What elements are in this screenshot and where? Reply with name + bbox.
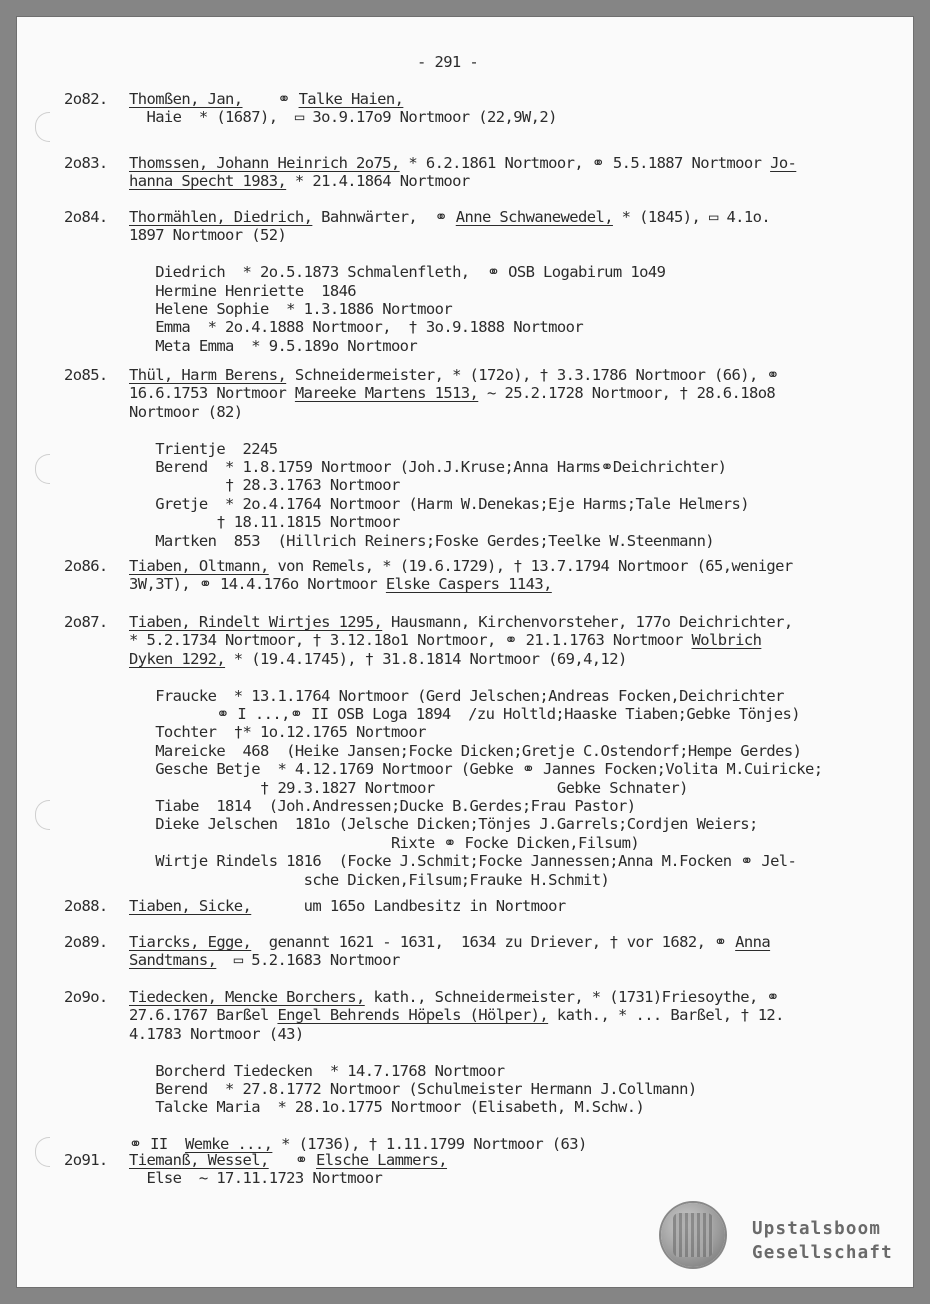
entry-line — [129, 108, 557, 126]
underlined-name: Thül, Harm Berens, — [129, 366, 287, 384]
entry-line — [129, 337, 417, 355]
entry-line — [129, 687, 784, 705]
punch-hole — [35, 454, 50, 484]
underlined-name: Dyken 1292, — [129, 649, 226, 668]
underlined-name: Anna — [735, 933, 771, 951]
entry-line — [129, 779, 688, 797]
entry-text: Helene Sophie * 1.3.1886 Nortmoor — [129, 300, 453, 318]
underlined-name: Jo- — [770, 154, 797, 172]
society-watermark — [752, 1217, 893, 1265]
entry-number: 2o85. — [64, 366, 108, 384]
underlined-name: Elske Caspers 1143, — [385, 575, 552, 594]
entry-number: 2o82. — [64, 90, 108, 108]
entry-text: Gesche Betje * 4.12.1769 Nortmoor (Gebke ⚭ Jannes Focken;Volita M.Cuiricke; — [129, 760, 823, 779]
entry-text: Rixte ⚭ Focke Dicken,Filsum) — [129, 833, 640, 852]
entry-text: 1897 Nortmoor (52) — [129, 226, 287, 245]
entry-line — [129, 1080, 697, 1098]
entry-text: Emma * 2o.4.1888 Nortmoor, † 3o.9.1888 Nortmoor — [129, 318, 584, 337]
entry-text: Fraucke * 13.1.1764 Nortmoor (Gerd Jelschen;Andreas Focken,Deichrichter — [129, 686, 784, 705]
entry-text: † 28.3.1763 Nortmoor — [129, 476, 400, 495]
entry-text: 27.6.1767 Barßel — [129, 1006, 278, 1025]
document-page — [17, 17, 913, 1287]
entry-line — [129, 366, 779, 384]
entry-line — [129, 705, 800, 723]
entry-number: 2o88. — [64, 897, 108, 915]
underlined-name: Talke Haien, — [298, 90, 404, 108]
entry-line — [129, 1151, 447, 1169]
entry-text: Berend * 1.8.1759 Nortmoor (Joh.J.Kruse;Anna Harms⚭Deichrichter) — [129, 458, 727, 476]
entry-line — [129, 384, 775, 402]
entry-line — [129, 1169, 382, 1187]
entry-line — [129, 760, 822, 778]
entry-line — [129, 834, 639, 852]
entry-text: * 6.2.1861 Nortmoor, ⚭ 5.5.1887 Nortmoor — [399, 154, 771, 172]
page-number: - 291 - — [417, 53, 479, 71]
entry-line — [129, 1025, 304, 1043]
entry-text: Martken 853 (Hillrich Reiners;Foske Gerdes;Teelke W.Steenmann) — [129, 531, 715, 550]
entry-text: Diedrich * 2o.5.1873 Schmalenfleth, ⚭ OSB Logabirum 1o49 — [129, 263, 666, 282]
entry-text: * 21.4.1864 Nortmoor — [286, 172, 470, 191]
underlined-name: Wolbrich — [691, 631, 762, 650]
entry-line — [129, 897, 566, 915]
entry-text: Meta Emma * 9.5.189o Nortmoor — [129, 336, 418, 355]
underlined-name: Tiaben, Oltmann, — [129, 557, 269, 575]
entry-text: Hausmann, Kirchenvorsteher, 177o Deichrichter, — [382, 613, 793, 631]
underlined-name: Tiarcks, Egge, — [129, 933, 252, 951]
entry-text: Borcherd Tiedecken * 14.7.1768 Nortmoor — [129, 1061, 505, 1080]
entry-line — [129, 318, 583, 336]
entry-text: Wirtje Rindels 1816 (Focke J.Schmit;Focke Jannessen;Anna M.Focken ⚭ Jel- — [129, 852, 797, 871]
underlined-name: Thomssen, Johann Heinrich 2o75, — [129, 154, 400, 172]
entry-number: 2o9o. — [64, 988, 108, 1006]
entry-line — [129, 226, 286, 244]
underlined-name: Thomßen, Jan, — [129, 90, 243, 108]
entry-line — [129, 723, 426, 741]
entry-line — [129, 263, 665, 281]
underlined-name: Tiaben, Sicke, — [129, 897, 252, 915]
entry-line — [129, 282, 356, 300]
entry-text: ~ 25.2.1728 Nortmoor, † 28.6.18o8 — [478, 384, 776, 403]
entry-text: * (1736), † 1.11.1799 Nortmoor (63) — [272, 1135, 587, 1154]
entry-text: * 5.2.1734 Nortmoor, † 3.12.18o1 Nortmoor, ⚭ 21.1.1763 Nortmoor — [129, 631, 692, 650]
watermark-line-1: Upstalsboom — [752, 1219, 882, 1239]
underlined-name: Engel Behrends Höpels (Hölper), — [277, 1006, 549, 1025]
entry-text: um 165o Landbesitz in Nortmoor — [251, 897, 566, 915]
entry-text: sche Dicken,Filsum;Frauke H.Schmit) — [129, 870, 610, 889]
entry-line — [129, 90, 403, 108]
entry-text: Else ~ 17.11.1723 Nortmoor — [129, 1169, 383, 1188]
entry-line — [129, 557, 793, 575]
entry-text: Haie * (1687), ▭ 3o.9.17o9 Nortmoor (22,9W,2) — [129, 108, 557, 127]
entry-line — [129, 1006, 784, 1024]
entry-text: ⚭ — [242, 90, 299, 108]
entry-text: † 29.3.1827 Nortmoor Gebke Schnater) — [129, 778, 688, 797]
entry-text: Tiabe 1814 (Joh.Andressen;Ducke B.Gerdes;Frau Pastor) — [129, 797, 636, 815]
entry-line — [129, 208, 770, 226]
punch-hole — [35, 800, 50, 830]
underlined-name: Elsche Lammers, — [316, 1151, 448, 1169]
entry-line — [129, 1062, 504, 1080]
entry-text: Dieke Jelschen 181o (Jelsche Dicken;Tönjes J.Garrels;Cordjen Weiers; — [129, 815, 758, 834]
entry-text: Nortmoor (82) — [129, 402, 243, 421]
punch-hole — [35, 112, 50, 142]
entry-text: 3W,3T), ⚭ 14.4.176o Nortmoor — [129, 575, 386, 594]
entry-text: 16.6.1753 Nortmoor — [129, 384, 295, 403]
entry-line — [129, 933, 770, 951]
entry-line — [129, 1098, 644, 1116]
underlined-name: Anne Schwanewedel, — [455, 208, 613, 226]
entry-text: Tochter †* 1o.12.1765 Nortmoor — [129, 723, 426, 742]
punch-hole — [35, 1137, 50, 1167]
entry-text: ⚭ — [268, 1151, 317, 1169]
entry-line — [129, 172, 470, 190]
entry-line — [129, 458, 726, 476]
entry-line — [129, 951, 400, 969]
entry-number: 2o89. — [64, 933, 108, 951]
entry-line — [129, 742, 801, 760]
entry-line — [129, 513, 400, 531]
entry-line — [129, 154, 796, 172]
underlined-name: Tiemanß, Wessel, — [129, 1151, 269, 1169]
entry-number: 2o83. — [64, 154, 108, 172]
underlined-name: Thormählen, Diedrich, — [129, 208, 313, 226]
entry-text: von Remels, * (19.6.1729), † 13.7.1794 Nortmoor (65,weniger — [268, 557, 793, 575]
entry-text: kath., * ... Barßel, † 12. — [548, 1006, 784, 1025]
entry-number: 2o84. — [64, 208, 108, 226]
entry-line — [129, 476, 400, 494]
entry-text: Hermine Henriette 1846 — [129, 281, 357, 300]
entry-text: * (19.4.1745), † 31.8.1814 Nortmoor (69,4,12) — [225, 649, 627, 668]
entry-line — [129, 575, 552, 593]
entry-text: 4.1783 Nortmoor (43) — [129, 1024, 304, 1043]
entry-text: Bahnwärter, ⚭ — [312, 208, 456, 226]
entry-number: 2o91. — [64, 1151, 108, 1169]
entry-text: kath., Schneidermeister, * (1731)Friesoythe, ⚭ — [364, 988, 779, 1006]
entry-text: ▭ 5.2.1683 Nortmoor — [216, 951, 400, 970]
entry-text: Berend * 27.8.1772 Nortmoor (Schulmeister Hermann J.Collmann) — [129, 1080, 697, 1098]
underlined-name: Mareeke Martens 1513, — [294, 384, 479, 403]
entry-text: Schneidermeister, * (172o), † 3.3.1786 Nortmoor (66), ⚭ — [286, 366, 779, 384]
entry-text: Trientje 2245 — [129, 439, 278, 458]
entry-line — [129, 495, 749, 513]
entry-line — [129, 852, 796, 870]
entry-number: 2o86. — [64, 557, 108, 575]
underlined-name: Sandtmans, — [129, 951, 217, 970]
underlined-name: Wemke ..., — [185, 1135, 273, 1154]
underlined-name: hanna Specht 1983, — [129, 172, 287, 191]
entry-text: ⚭ I ...,⚭ II OSB Loga 1894 /zu Holtld;Haaske Tiaben;Gebke Tönjes) — [129, 705, 800, 723]
entry-text: Talcke Maria * 28.1o.1775 Nortmoor (Elisabeth, M.Schw.) — [129, 1098, 645, 1117]
entry-line — [129, 797, 635, 815]
entry-line — [129, 871, 609, 889]
entry-text: ⚭ II — [129, 1135, 186, 1154]
society-seal — [661, 1203, 725, 1267]
watermark-line-2: Gesellschaft — [752, 1243, 893, 1263]
entry-line — [129, 650, 627, 668]
entry-line — [129, 440, 277, 458]
entry-text: genannt 1621 - 1631, 1634 zu Driever, † vor 1682, ⚭ — [251, 933, 736, 951]
entry-line — [129, 815, 758, 833]
entry-line — [129, 403, 243, 421]
entry-text: Mareicke 468 (Heike Jansen;Focke Dicken;Gretje C.Ostendorf;Hempe Gerdes) — [129, 741, 802, 760]
entry-line — [129, 532, 714, 550]
underlined-name: Tiaben, Rindelt Wirtjes 1295, — [129, 613, 383, 631]
entry-line — [129, 988, 779, 1006]
entry-line — [129, 631, 761, 649]
entry-text: † 18.11.1815 Nortmoor — [129, 513, 400, 532]
entry-line — [129, 613, 793, 631]
entry-line — [129, 300, 452, 318]
entry-number: 2o87. — [64, 613, 108, 631]
entry-text: * (1845), ▭ 4.1o. — [612, 208, 771, 226]
entry-text: Gretje * 2o.4.1764 Nortmoor (Harm W.Denekas;Eje Harms;Tale Helmers) — [129, 494, 749, 513]
underlined-name: Tiedecken, Mencke Borchers, — [129, 988, 365, 1006]
